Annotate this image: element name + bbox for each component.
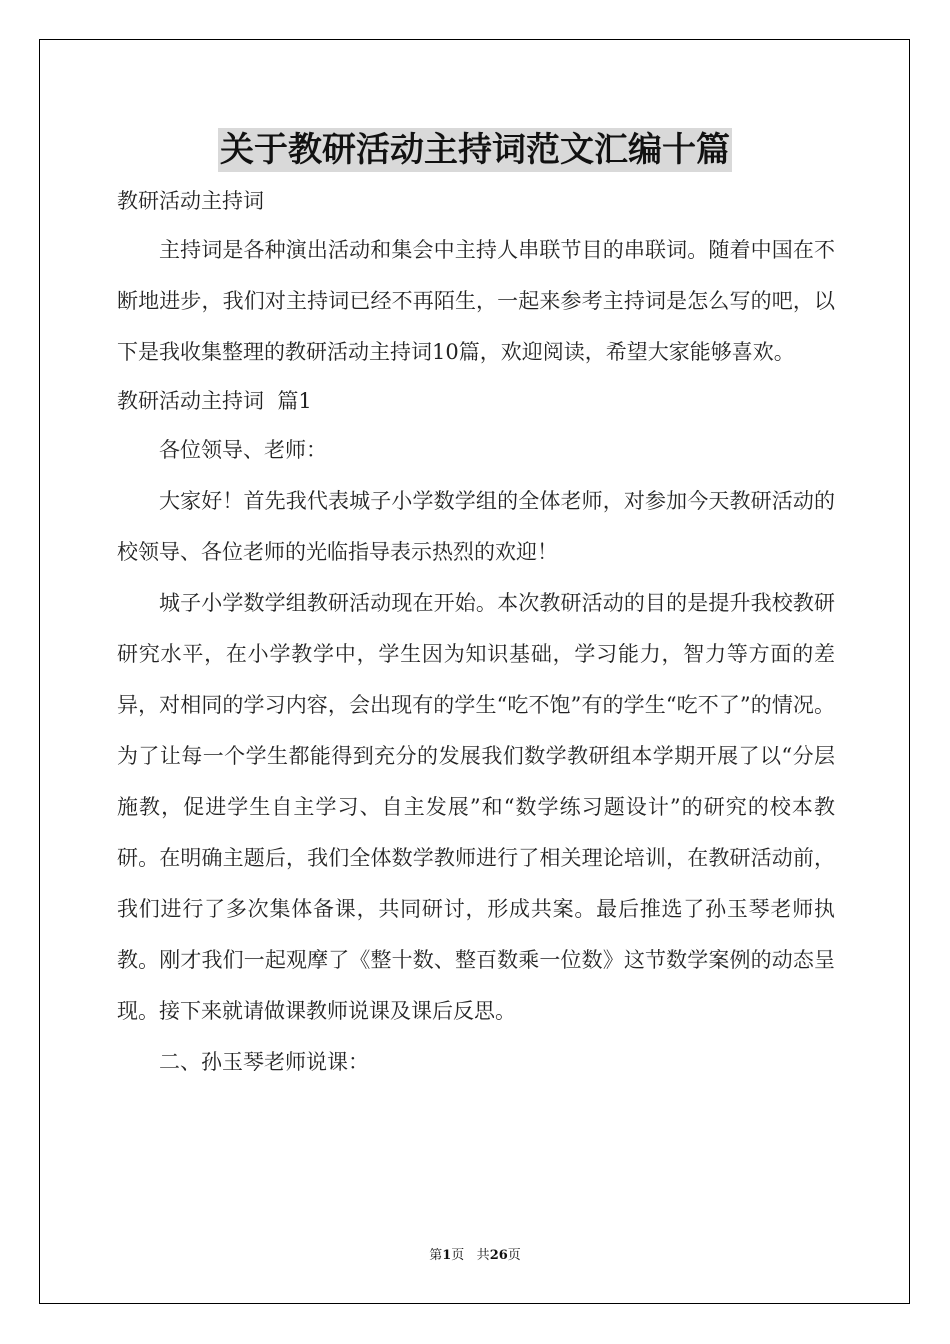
- intro-paragraph: 主持词是各种演出活动和集会中主持人串联节目的串联词。随着中国在不断地进步，我们对主持词已经不再陌生，一起来参考主持词是怎么写的吧，以下是我收集整理的教研活动主持词10篇，欢迎阅读，希望大家能够喜欢。: [117, 238, 835, 364]
- total-pages: 26: [489, 1248, 508, 1263]
- welcome-paragraph: 大家好！首先我代表城子小学数学组的全体老师，对参加今天教研活动的校领导、各位老师的光临指导表示热烈的欢迎！: [117, 489, 835, 564]
- title-container: [0, 128, 950, 172]
- page-suffix: 页: [451, 1248, 465, 1263]
- total-prefix: 共: [476, 1248, 490, 1263]
- total-suffix: 页: [507, 1248, 521, 1263]
- section-heading: 教研活动主持词: [117, 189, 264, 213]
- part-heading: 教研活动主持词 篇1: [117, 389, 312, 413]
- document-body: [117, 178, 835, 1088]
- main-paragraph: 城子小学数学组教研活动现在开始。本次教研活动的目的是提升我校教研研究水平，在小学教学中，学生因为知识基础，学习能力，智力等方面的差异，对相同的学习内容，会出现有的学生“吃不饱”有的学生“吃不了”的情况。为了让每一个学生都能得到充分的发展我们数学教研组本学期开展了以“分层施教，促进学生自主学习、自主发展”和“数学练习题设计”的研究的校本教研。在明确主题后，我们全体数学教师进行了相关理论培训，在教研活动前，我们进行了多次集体备课，共同研讨，形成共案。最后推选了孙玉琴老师执教。刚才我们一起观摩了《整十数、整百数乘一位数》这节数学案例的动态呈现。接下来就请做课教师说课及课后反思。: [117, 591, 835, 1023]
- greeting-paragraph: 各位领导、老师：: [159, 438, 327, 462]
- document-title: 关于教研活动主持词范文汇编十篇: [220, 130, 730, 170]
- next-item-paragraph: 二、孙玉琴老师说课：: [159, 1050, 369, 1074]
- page-footer: [0, 1244, 950, 1263]
- page-number: 1: [442, 1248, 452, 1263]
- page-prefix: 第: [429, 1248, 443, 1263]
